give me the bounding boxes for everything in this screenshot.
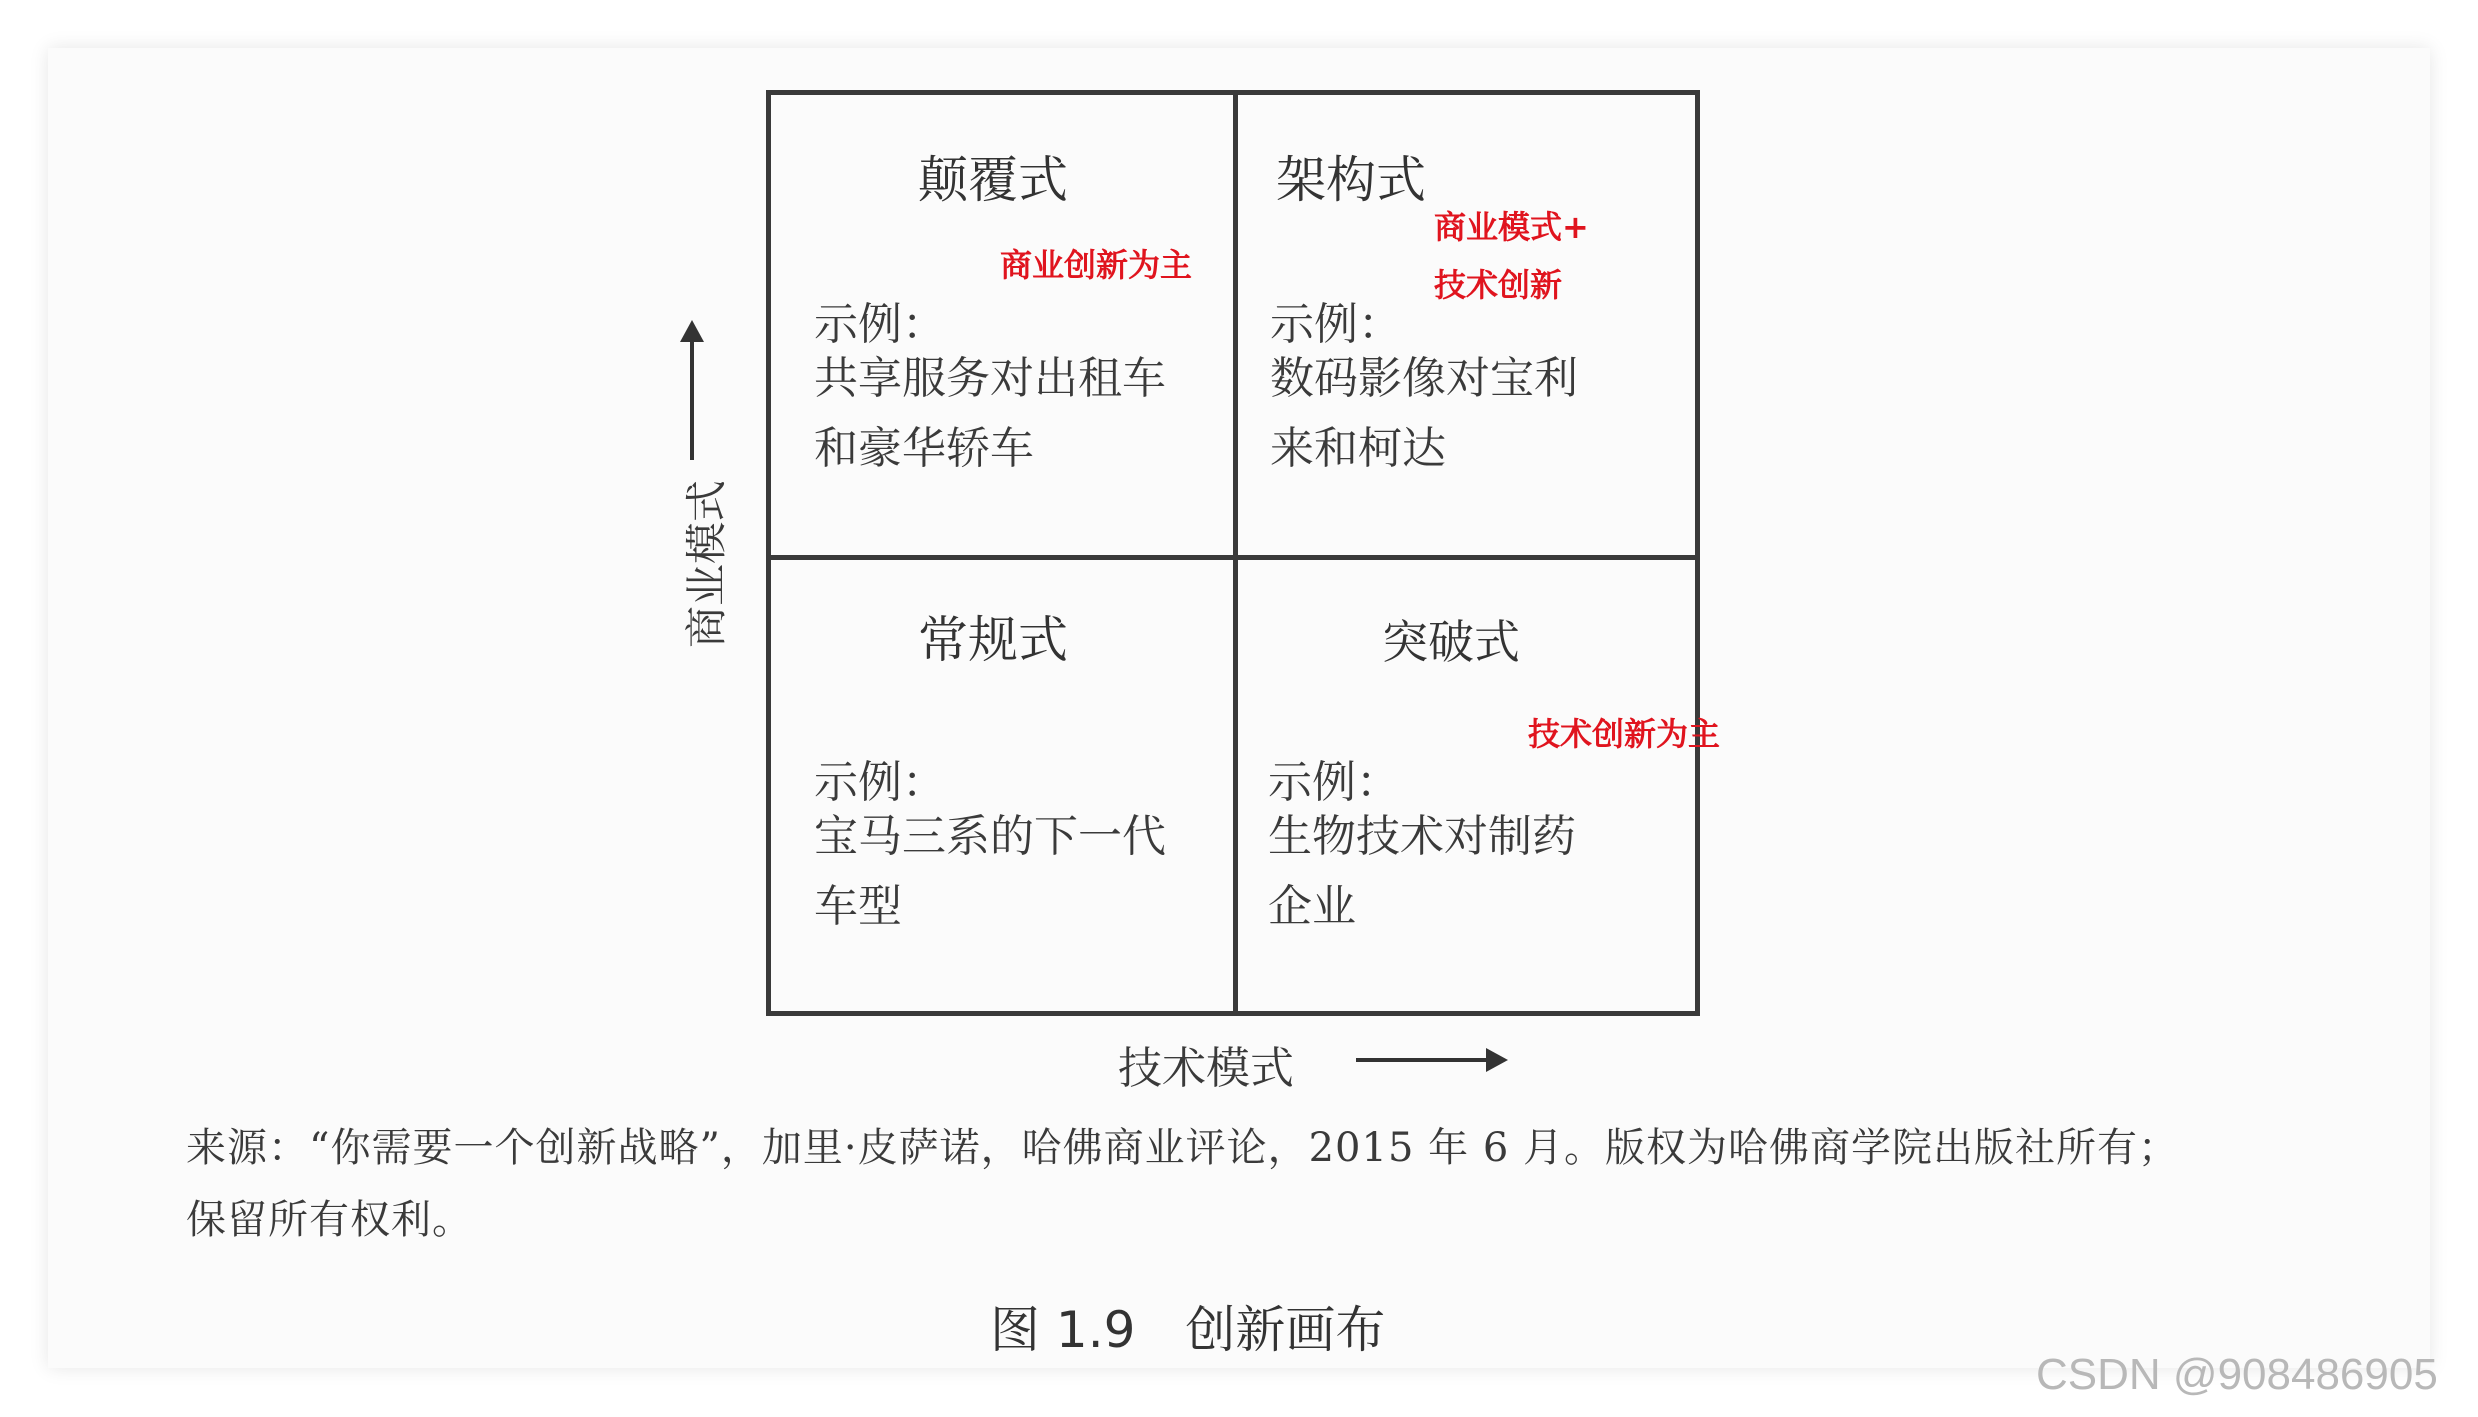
example-radical: [1268, 802, 1576, 942]
x-axis-arrow: [1356, 1058, 1490, 1062]
figure-caption: 图 1.9 创新画布: [990, 1301, 1386, 1359]
vertical-divider: [1233, 95, 1238, 1011]
annotation-line: 商业模式+: [1434, 208, 1589, 246]
example-disruptive: [814, 344, 1166, 484]
source-note: [186, 1112, 2326, 1256]
example-line: 宝马三系的下一代: [814, 811, 1166, 862]
example-line: 数码影像对宝利: [1270, 353, 1578, 404]
example-label: 示例：: [814, 299, 946, 350]
annotation-radical: [1528, 705, 1720, 763]
example-line: 来和柯达: [1270, 423, 1446, 474]
source-line: 保留所有权利。: [186, 1197, 473, 1243]
annotation-line: 技术创新为主: [1528, 715, 1721, 753]
quadrant-title-disruptive: 颠覆式: [918, 151, 1068, 209]
watermark: CSDN @908486905: [2036, 1350, 2438, 1399]
example-line: 生物技术对制药: [1268, 811, 1576, 862]
example-line: 和豪华轿车: [814, 423, 1034, 474]
annotation-line: 商业创新为主: [1000, 246, 1193, 284]
source-line: 来源：“你需要一个创新战略”，加里·皮萨诺，哈佛商业评论，2015 年 6 月。版权为哈佛商学院出版社所有；: [186, 1125, 2180, 1171]
y-axis-label: 商业模式: [682, 479, 731, 648]
example-routine: [814, 802, 1166, 942]
example-label: 示例：: [1270, 299, 1402, 350]
example-architectural: [1270, 344, 1578, 484]
annotation-disruptive: [1000, 236, 1192, 294]
horizontal-divider: [771, 555, 1695, 560]
annotation-architectural: [1434, 198, 1589, 314]
y-axis-arrow: [690, 336, 694, 460]
example-label: 示例：: [1268, 757, 1400, 808]
x-axis-label: 技术模式: [1118, 1043, 1294, 1094]
quadrant-title-radical: 突破式: [1382, 615, 1520, 669]
example-line: 共享服务对出租车: [814, 353, 1166, 404]
example-line: 车型: [814, 881, 902, 932]
annotation-line: 技术创新: [1434, 266, 1563, 304]
example-label: 示例：: [814, 757, 946, 808]
quadrant-title-routine: 常规式: [918, 611, 1068, 669]
example-line: 企业: [1268, 881, 1356, 932]
quadrant-title-architectural: 架构式: [1276, 151, 1426, 209]
